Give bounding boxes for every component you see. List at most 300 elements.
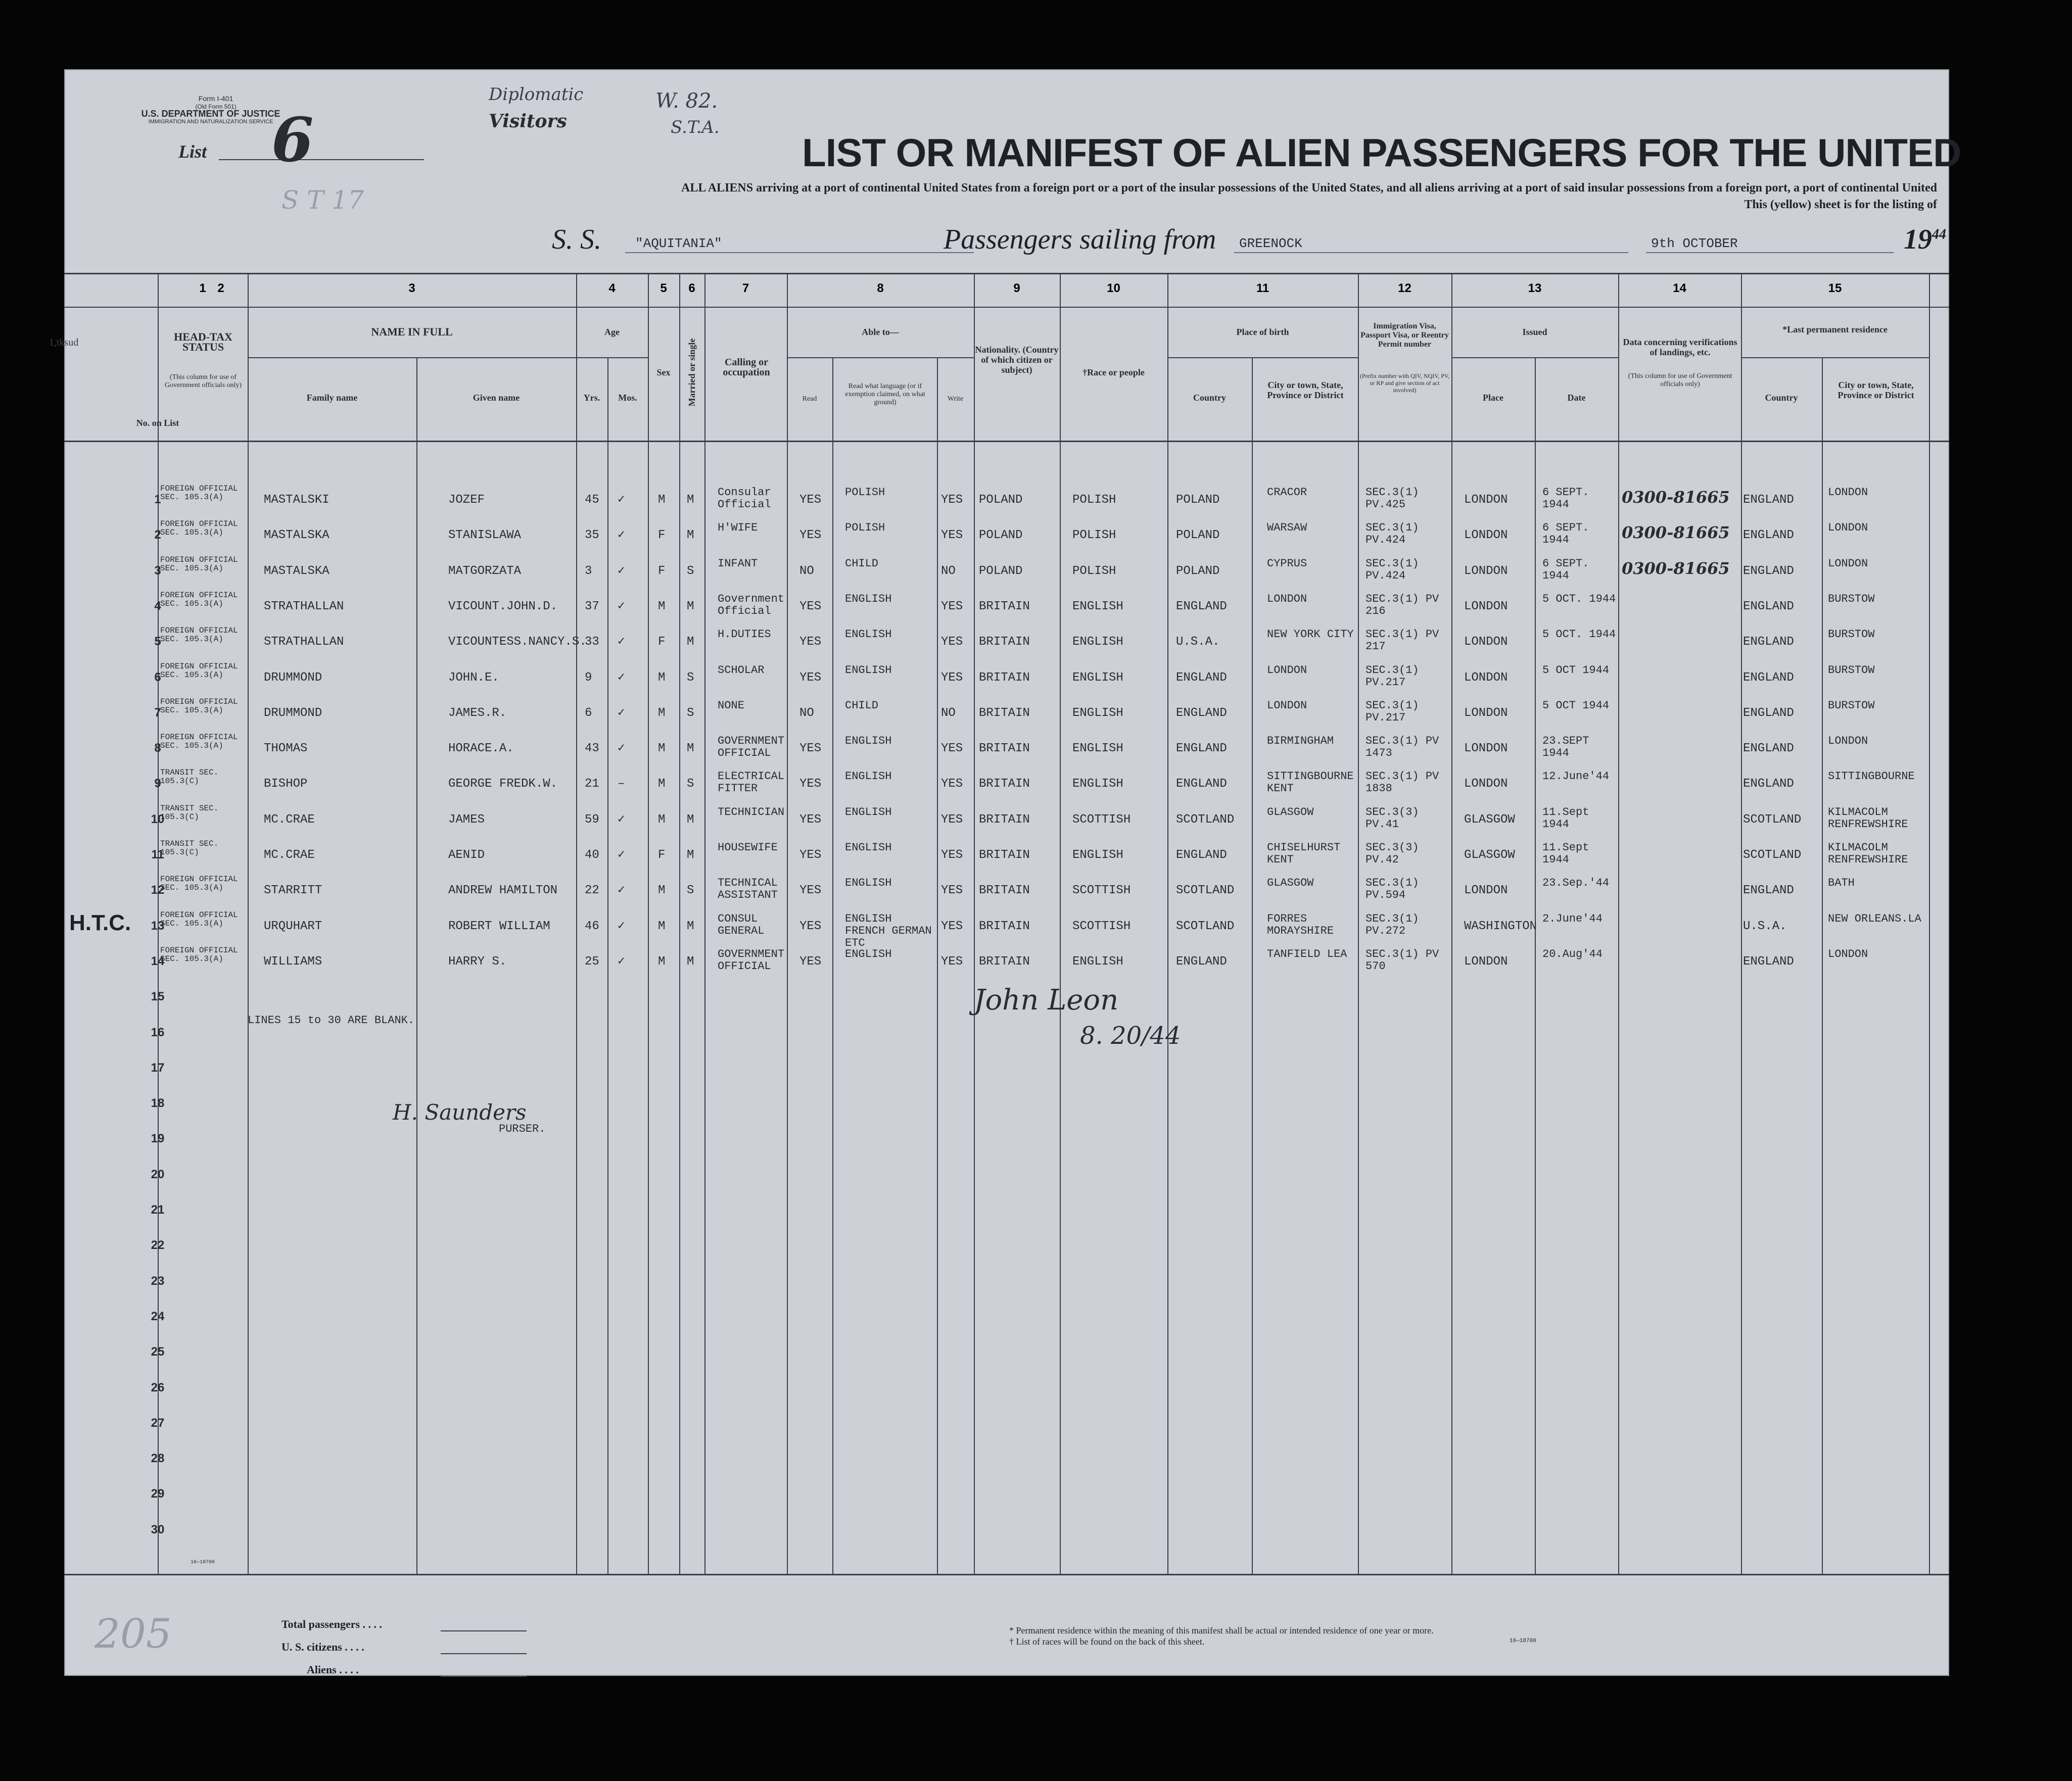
cell-place: LONDON <box>1464 954 1508 969</box>
cell-bcity: BIRMINGHAM <box>1267 735 1334 748</box>
inspector-date: 8. 20/44 <box>1080 1022 1181 1050</box>
cell-sex: M <box>658 812 666 827</box>
cell-rcountry: ENGLAND <box>1743 706 1794 720</box>
form-id: Form I-401 <box>198 94 233 103</box>
hdr-res-city: City or town, State, Province or District <box>1838 380 1914 400</box>
cell-bcity: CYPRUS <box>1267 557 1307 570</box>
cell-given: GEORGE FREDK.W. <box>448 777 558 791</box>
cell-lang: ENGLISH <box>845 770 892 783</box>
cell-status: FOREIGN OFFICIAL SEC. 105.3(A) <box>160 661 238 680</box>
cell-status: FOREIGN OFFICIAL SEC. 105.3(A) <box>160 875 238 893</box>
cell-read: NO <box>799 564 814 578</box>
cell-status: TRANSIT SEC. 105.3(C) <box>160 768 219 786</box>
cell-write: NO <box>941 706 956 720</box>
cell-rcity: LONDON <box>1828 947 1868 960</box>
cell-family: URQUHART <box>264 919 322 933</box>
cell-date: 12.June'44 <box>1542 770 1610 783</box>
cell-read: YES <box>799 919 822 933</box>
hdr-issued: Issued <box>1522 327 1547 337</box>
cell-occ: GOVERNMENT OFFICIAL <box>718 947 785 973</box>
cell-nat: BRITAIN <box>979 706 1030 720</box>
cell-rcountry: SCOTLAND <box>1743 812 1802 827</box>
row-number: 17 <box>151 1061 165 1075</box>
colnum-9: 9 <box>1013 281 1020 295</box>
cell-date: 23.Sep.'44 <box>1542 877 1610 890</box>
cell-lang: CHILD <box>845 699 879 712</box>
cell-race: ENGLISH <box>1072 599 1123 613</box>
row-number: 6 <box>154 670 161 684</box>
cell-status: FOREIGN OFFICIAL SEC. 105.3(A) <box>160 945 238 964</box>
port-name: GREENOCK <box>1239 236 1302 251</box>
cell-place: LONDON <box>1464 599 1508 613</box>
cell-date: 5 OCT 1944 <box>1542 699 1610 712</box>
footer-total-line <box>441 1630 527 1631</box>
cell-bcountry: U.S.A. <box>1176 635 1220 649</box>
cell-rcountry: U.S.A. <box>1743 919 1787 933</box>
cell-bcountry: ENGLAND <box>1176 670 1227 685</box>
cell-bcity: WARSAW <box>1267 521 1307 535</box>
row-number: 9 <box>154 777 161 791</box>
cell-race: ENGLISH <box>1072 742 1123 756</box>
cell-date: 11.Sept 1944 <box>1542 805 1589 831</box>
cell-race: ENGLISH <box>1072 848 1123 862</box>
cell-sex: M <box>658 919 666 933</box>
row-number: 15 <box>151 990 165 1004</box>
colnum-6: 6 <box>688 281 695 295</box>
cell-write: NO <box>941 564 956 578</box>
cell-place: LONDON <box>1464 564 1508 578</box>
colnum-15: 15 <box>1828 281 1842 295</box>
cell-family: DRUMMOND <box>264 670 322 685</box>
blank-lines-note: LINES 15 to 30 ARE BLANK. <box>248 1014 415 1027</box>
date-underline <box>1646 252 1894 253</box>
cell-mos: ✓ <box>618 670 625 685</box>
cell-age: 35 <box>585 528 599 543</box>
cell-rcountry: ENGLAND <box>1743 777 1794 791</box>
cell-verif: 0300-81665 <box>1622 488 1730 507</box>
binder-hole <box>1954 259 1981 286</box>
cell-lang: ENGLISH <box>845 592 892 605</box>
hdr-issued-place: Place <box>1483 393 1503 403</box>
col-rule-4a <box>607 357 608 1574</box>
colnum-7: 7 <box>742 281 749 295</box>
footer-citizens-label: U. S. citizens . . . . <box>281 1641 364 1653</box>
cell-status: FOREIGN OFFICIAL SEC. 105.3(A) <box>160 697 238 715</box>
cell-given: VICOUNTESS.NANCY.S. <box>448 635 587 649</box>
ss-label: S. S. <box>552 224 601 255</box>
cell-given: JAMES <box>448 812 485 827</box>
cell-place: LONDON <box>1464 670 1508 685</box>
cell-rcity: LONDON <box>1828 521 1868 535</box>
hdr-family-name: Family name <box>306 393 358 403</box>
row-number: 19 <box>151 1132 165 1146</box>
purser-signature: H. Saunders <box>393 1100 527 1125</box>
cell-ms: M <box>687 635 694 649</box>
col-rule-11a <box>1252 357 1253 1574</box>
colnum-11: 11 <box>1256 281 1269 295</box>
cell-date: 5 OCT 1944 <box>1542 663 1610 677</box>
cell-family: MC.CRAE <box>264 812 315 827</box>
handwritten-sta: S.T.A. <box>671 117 720 137</box>
cell-age: 40 <box>585 848 599 862</box>
row-number: 18 <box>151 1096 165 1111</box>
cell-ms: M <box>687 528 694 543</box>
cell-read: YES <box>799 493 822 507</box>
cell-race: SCOTTISH <box>1072 812 1131 827</box>
cell-race: SCOTTISH <box>1072 919 1131 933</box>
cell-write: YES <box>941 493 963 507</box>
colnum-5: 5 <box>660 281 667 295</box>
cell-status: TRANSIT SEC. 105.3(C) <box>160 839 219 857</box>
cell-given: HARRY S. <box>448 954 507 969</box>
hdr-write: Write <box>947 395 964 403</box>
res-sub-rule <box>1741 357 1929 358</box>
row-number: 28 <box>151 1452 165 1466</box>
cell-rcountry: SCOTLAND <box>1743 848 1802 862</box>
cell-sex: M <box>658 706 666 720</box>
cell-bcountry: POLAND <box>1176 493 1220 507</box>
cell-nat: BRITAIN <box>979 777 1030 791</box>
cell-rcity: BURSTOW <box>1828 592 1875 605</box>
col-rule-6 <box>704 273 705 1574</box>
cell-age: 59 <box>585 812 599 827</box>
col-rule-15a <box>1822 357 1823 1574</box>
cell-mos: ✓ <box>618 528 625 543</box>
cell-rcountry: ENGLAND <box>1743 599 1794 613</box>
cell-occ: HOUSEWIFE <box>718 841 778 854</box>
row-number: 13 <box>151 919 165 933</box>
hdr-age: Age <box>604 327 620 337</box>
cell-given: ROBERT WILLIAM <box>448 919 550 933</box>
colnum-4: 4 <box>608 281 616 295</box>
binder-hole <box>1954 1507 1981 1534</box>
row-number: 16 <box>151 1025 165 1039</box>
cell-ms: M <box>687 954 694 969</box>
cell-rcountry: ENGLAND <box>1743 742 1794 756</box>
cell-bcountry: ENGLAND <box>1176 742 1227 756</box>
cell-rcity: BURSTOW <box>1828 628 1875 641</box>
cell-place: LONDON <box>1464 528 1508 543</box>
row-number: 14 <box>151 954 165 968</box>
cell-bcountry: POLAND <box>1176 564 1220 578</box>
cell-age: 21 <box>585 777 599 791</box>
colnum-3: 3 <box>408 281 415 295</box>
footer-aliens-line <box>441 1676 527 1677</box>
col-rule-3a <box>416 357 417 1574</box>
hdr-nationality: Nationality. (Country of which citizen or subject) <box>975 345 1059 375</box>
colnum-1: 1 <box>199 281 206 295</box>
hdr-married: Married or single <box>687 338 697 407</box>
year-prefix: 19 <box>1904 224 1932 255</box>
cell-verif: 0300-81665 <box>1622 558 1730 578</box>
cell-write: YES <box>941 919 963 933</box>
cell-bcity: LONDON <box>1267 592 1307 605</box>
cell-bcity: TANFIELD LEA <box>1267 947 1347 960</box>
cell-given: STANISLAWA <box>448 528 522 543</box>
row-number: 8 <box>154 741 161 755</box>
department: U.S. DEPARTMENT OF JUSTICE <box>141 109 280 119</box>
age-sub-rule <box>576 357 648 358</box>
cell-status: FOREIGN OFFICIAL SEC. 105.3(A) <box>160 519 238 538</box>
hdr-race: †Race or people <box>1082 367 1145 377</box>
cell-read: YES <box>799 812 822 827</box>
hdr-read: Read <box>802 395 817 403</box>
row-number: 5 <box>154 635 161 649</box>
cell-nat: POLAND <box>979 528 1023 543</box>
cell-rcity: SITTINGBOURNE <box>1828 770 1915 783</box>
cell-read: YES <box>799 848 822 862</box>
cell-place: LONDON <box>1464 884 1508 898</box>
row-number: 4 <box>154 599 161 613</box>
table-bottom-rule <box>64 1574 1949 1575</box>
cell-rcountry: ENGLAND <box>1743 670 1794 685</box>
cell-write: YES <box>941 777 963 791</box>
cell-sex: F <box>658 528 666 543</box>
cell-sex: F <box>658 564 666 578</box>
cell-age: 33 <box>585 635 599 649</box>
list-label: List <box>178 141 207 162</box>
row-number: 26 <box>151 1380 165 1394</box>
binder-hole <box>1954 593 1981 620</box>
cell-ms: M <box>687 742 694 756</box>
cell-place: LONDON <box>1464 706 1508 720</box>
footer-form-code: 16—18700 <box>1510 1638 1536 1644</box>
cell-visa: SEC.3(1) PV.425 <box>1365 486 1419 511</box>
cell-verif: 0300-81665 <box>1622 523 1730 543</box>
row-number: 3 <box>154 563 161 577</box>
cell-ms: M <box>687 812 694 827</box>
cell-place: GLASGOW <box>1464 812 1515 827</box>
cell-race: SCOTTISH <box>1072 884 1131 898</box>
list-number: 6 <box>271 105 314 176</box>
cell-nat: BRITAIN <box>979 670 1030 685</box>
footer-total-text: Total passengers <box>281 1618 360 1630</box>
cell-family: STRATHALLAN <box>264 599 344 613</box>
cell-age: 3 <box>585 564 592 578</box>
cell-occ: TECHNICIAN <box>718 805 785 819</box>
cell-mos: ✓ <box>618 954 625 969</box>
subtitle-line-1: ALL ALIENS arriving at a port of continental United States from a foreign port or a port of the insular possessions of the United States, and all aliens arriving at a port of said insular possessions from a foreign port, a port of continental United <box>681 181 1937 195</box>
cell-mos: ✓ <box>618 812 625 827</box>
form-code-left: 16—18700 <box>191 1560 215 1565</box>
cell-place: LONDON <box>1464 493 1508 507</box>
cell-visa: SEC.3(1) PV.217 <box>1365 699 1419 724</box>
cell-given: JOZEF <box>448 493 485 507</box>
cell-read: YES <box>799 670 822 685</box>
row-number: 29 <box>151 1487 165 1501</box>
row-number: 1 <box>154 493 161 506</box>
binder-hole <box>1954 1429 1981 1456</box>
cell-rcountry: ENGLAND <box>1743 528 1794 543</box>
cell-write: YES <box>941 812 963 827</box>
cell-rcountry: ENGLAND <box>1743 954 1794 969</box>
cell-lang: ENGLISH <box>845 735 892 748</box>
cell-given: AENID <box>448 848 485 862</box>
row-number: 10 <box>151 812 165 826</box>
cell-bcity: FORRES MORAYSHIRE <box>1267 912 1334 937</box>
cell-nat: BRITAIN <box>979 919 1030 933</box>
issued-sub-rule <box>1451 357 1618 358</box>
ship-name: "AQUITANIA" <box>635 236 722 251</box>
cell-given: MATGORZATA <box>448 564 522 578</box>
cell-ms: M <box>687 919 694 933</box>
row-number: 21 <box>151 1203 165 1217</box>
cell-visa: SEC.3(1) PV.424 <box>1365 557 1419 582</box>
cell-mos: – <box>618 777 625 791</box>
row-number: 22 <box>151 1238 165 1253</box>
cell-nat: POLAND <box>979 564 1023 578</box>
cell-lang: ENGLISH <box>845 877 892 890</box>
cell-rcity: LONDON <box>1828 557 1868 570</box>
able-sub-rule <box>787 357 974 358</box>
colnum-8: 8 <box>877 281 884 295</box>
cell-family: STRATHALLAN <box>264 635 344 649</box>
cell-occ: CONSUL GENERAL <box>718 912 765 937</box>
old-form: (Old Form 501) <box>195 103 237 110</box>
cell-mos: ✓ <box>618 564 625 578</box>
cell-visa: SEC.3(3) PV.42 <box>1365 841 1419 866</box>
col-rule-3 <box>576 273 577 1574</box>
cell-date: 5 OCT. 1944 <box>1542 628 1616 641</box>
cell-age: 9 <box>585 670 592 685</box>
cell-read: YES <box>799 599 822 613</box>
cell-status: FOREIGN OFFICIAL SEC. 105.3(A) <box>160 590 238 608</box>
cell-lang: ENGLISH <box>845 805 892 819</box>
cell-age: 37 <box>585 599 599 613</box>
header-bottom-rule <box>64 441 1949 442</box>
cell-nat: BRITAIN <box>979 812 1030 827</box>
cell-given: ANDREW HAMILTON <box>448 884 558 898</box>
cell-family: BISHOP <box>264 777 308 791</box>
cell-family: WILLIAMS <box>264 954 322 969</box>
cell-age: 45 <box>585 493 599 507</box>
cell-nat: BRITAIN <box>979 848 1030 862</box>
sailing-date: 9th OCTOBER <box>1651 236 1738 251</box>
cell-status: FOREIGN OFFICIAL SEC. 105.3(A) <box>160 626 238 644</box>
hdr-issued-date: Date <box>1567 393 1586 403</box>
cell-write: YES <box>941 599 963 613</box>
cell-place: WASHINGTON <box>1464 919 1537 933</box>
cell-ms: S <box>687 706 694 720</box>
col-rule-15 <box>1929 273 1930 1574</box>
hdr-able-to: Able to— <box>862 327 899 337</box>
cell-place: LONDON <box>1464 635 1508 649</box>
cell-lang: ENGLISH FRENCH GERMAN ETC <box>845 912 932 949</box>
hdr-birth-city: City or town, State, Province or District <box>1267 380 1344 400</box>
cell-rcity: NEW ORLEANS.LA <box>1828 912 1921 925</box>
cell-status: FOREIGN OFFICIAL SEC. 105.3(A) <box>160 484 238 502</box>
cell-age: 6 <box>585 706 592 720</box>
cell-place: LONDON <box>1464 742 1508 756</box>
cell-write: YES <box>941 884 963 898</box>
cell-rcountry: ENGLAND <box>1743 635 1794 649</box>
cell-nat: BRITAIN <box>979 635 1030 649</box>
cell-family: THOMAS <box>264 742 308 756</box>
cell-visa: SEC.3(1) PV 1473 <box>1365 735 1439 760</box>
cell-occ: SCHOLAR <box>718 663 765 677</box>
cell-bcountry: SCOTLAND <box>1176 884 1235 898</box>
cell-write: YES <box>941 670 963 685</box>
cell-bcountry: ENGLAND <box>1176 599 1227 613</box>
cell-date: 23.SEPT 1944 <box>1542 735 1589 760</box>
cell-read: YES <box>799 954 822 969</box>
hdr-sex: Sex <box>656 367 671 377</box>
cell-date: 5 OCT. 1944 <box>1542 592 1616 605</box>
cell-read: NO <box>799 706 814 720</box>
cell-place: GLASGOW <box>1464 848 1515 862</box>
column-number-rule <box>64 307 1949 308</box>
cell-given: JOHN.E. <box>448 670 499 685</box>
hdr-verification-note: (This column for use of Government officials only) <box>1628 372 1732 388</box>
handwritten-visitors: Visitors <box>489 111 567 132</box>
cell-bcountry: SCOTLAND <box>1176 812 1235 827</box>
cell-family: STARRITT <box>264 884 322 898</box>
cell-date: 6 SEPT. 1944 <box>1542 521 1589 547</box>
cell-rcity: BURSTOW <box>1828 663 1875 677</box>
row-number: 24 <box>151 1309 165 1323</box>
cell-mos: ✓ <box>618 848 625 862</box>
footer-aliens-text: Aliens <box>307 1663 337 1676</box>
cell-bcity: CRACOR <box>1267 486 1307 499</box>
row-number: 30 <box>151 1522 165 1536</box>
row-number: 27 <box>151 1416 165 1430</box>
footer-citizens-line <box>441 1653 527 1654</box>
cell-status: FOREIGN OFFICIAL SEC. 105.3(A) <box>160 733 238 751</box>
hdr-yrs: Yrs. <box>583 393 600 403</box>
hdr-calling: Calling or occupation <box>723 357 770 378</box>
hdr-given-name: Given name <box>473 393 520 403</box>
cell-nat: BRITAIN <box>979 954 1030 969</box>
cell-sex: M <box>658 599 666 613</box>
hdr-residence: *Last permanent residence <box>1782 324 1888 334</box>
hdr-mos: Mos. <box>618 393 637 403</box>
hdr-read-lang: Read what language (or if exemption claimed, on what ground) <box>845 382 925 406</box>
cell-mos: ✓ <box>618 706 625 720</box>
cell-mos: ✓ <box>618 919 625 933</box>
cell-rcity: LONDON <box>1828 735 1868 748</box>
cell-race: ENGLISH <box>1072 954 1123 969</box>
cell-rcountry: ENGLAND <box>1743 564 1794 578</box>
col-rule-8 <box>974 273 975 1574</box>
cell-visa: SEC.3(1) PV 217 <box>1365 628 1439 653</box>
cell-ms: M <box>687 599 694 613</box>
cell-occ: TECHNICAL ASSISTANT <box>718 877 778 902</box>
col-rule-8a <box>832 357 833 1574</box>
col-rule-13a <box>1535 357 1536 1574</box>
cell-given: HORACE.A. <box>448 742 514 756</box>
cell-bcity: LONDON <box>1267 663 1307 677</box>
cell-nat: BRITAIN <box>979 884 1030 898</box>
cell-lang: ENGLISH <box>845 841 892 854</box>
hdr-no-on-list: No. on List <box>136 418 179 428</box>
cell-sex: M <box>658 954 666 969</box>
cell-nat: BRITAIN <box>979 599 1030 613</box>
inspector-signature: John Leon <box>974 984 1119 1017</box>
cell-ms: M <box>687 493 694 507</box>
hdr-head-tax: HEAD-TAX STATUS <box>174 330 232 353</box>
col-rule-4 <box>648 273 649 1574</box>
list-underline <box>219 159 424 160</box>
cell-read: YES <box>799 528 822 543</box>
cell-race: ENGLISH <box>1072 777 1123 791</box>
cell-family: DRUMMOND <box>264 706 322 720</box>
cell-visa: SEC.3(3) PV.41 <box>1365 805 1419 831</box>
ship-underline <box>625 252 974 253</box>
cell-bcountry: ENGLAND <box>1176 848 1227 862</box>
cell-write: YES <box>941 848 963 862</box>
cell-family: MASTALSKA <box>264 528 329 543</box>
colnum-2: 2 <box>217 281 224 295</box>
